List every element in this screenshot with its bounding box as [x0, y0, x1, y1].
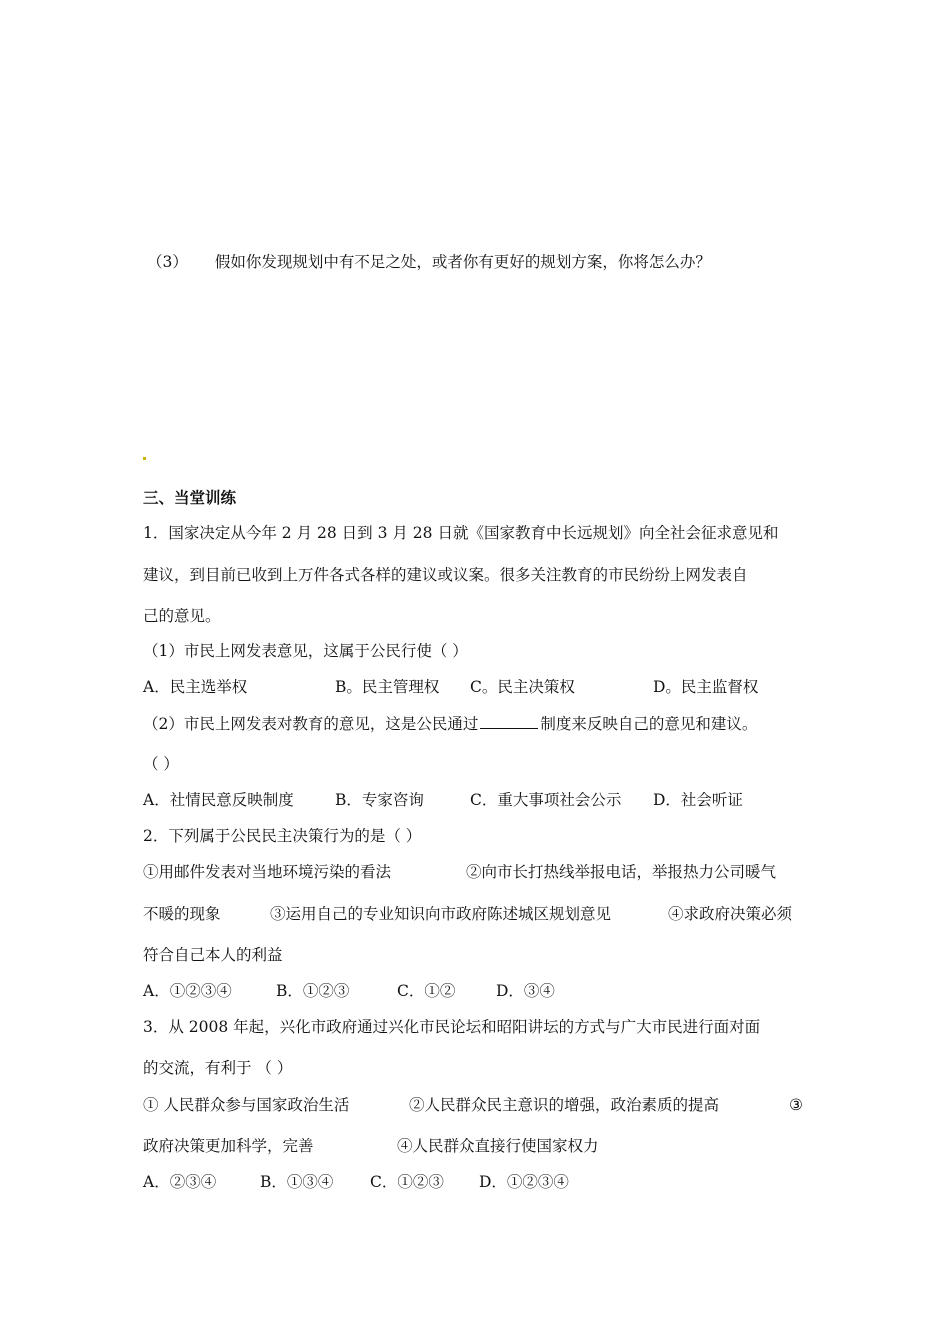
- stray-dot: [143, 457, 146, 460]
- q3-line-2-part-1: 政府决策更加科学，完善: [143, 1137, 314, 1155]
- q1-sub2-text-before: （2）市民上网发表对教育的意见，这是公民通过: [143, 715, 479, 733]
- q1-sub2-text: [143, 714, 757, 734]
- q2-line-3: 符合自己本人的利益: [143, 946, 283, 964]
- q1-sub1-option-c: C。民主决策权: [470, 678, 575, 696]
- q3-line-1-part-3: ③: [789, 1096, 803, 1114]
- q1-sub1-option-b: B。民主管理权: [335, 678, 440, 696]
- q3-line-1-part-2: ②人民群众民主意识的增强，政治素质的提高: [409, 1096, 720, 1114]
- q1-sub2-option-a: A．社情民意反映制度: [143, 791, 294, 809]
- q3-line-2-part-2: ④人民群众直接行使国家权力: [397, 1137, 599, 1155]
- question-3-prompt: [147, 252, 711, 272]
- q3-line-1-part-1: ① 人民群众参与国家政治生活: [143, 1096, 350, 1114]
- q1-sub1-option-d: D。民主监督权: [653, 678, 759, 696]
- q2-line-2-part-3: ④求政府决策必须: [668, 905, 793, 923]
- q1-sub1-text: （1）市民上网发表意见，这属于公民行使（ ）: [143, 642, 468, 660]
- q2-line-1-part-1: ①用邮件发表对当地环境污染的看法: [143, 863, 392, 881]
- q2-stem: 2．下列属于公民民主决策行为的是（ ）: [143, 827, 422, 845]
- q1-sub2-text-after: 制度来反映自己的意见和建议。: [540, 715, 758, 733]
- q1-sub2-option-c: C．重大事项社会公示: [470, 791, 622, 809]
- q1-sub2-bracket: （ ）: [143, 755, 179, 773]
- q2-line-2-part-2: ③运用自己的专业知识向市政府陈述城区规划意见: [270, 905, 612, 923]
- question-3-number: （3）: [147, 253, 188, 271]
- q1-sub2-option-b: B．专家咨询: [335, 791, 424, 809]
- section-title: 三、当堂训练: [143, 488, 237, 507]
- q1-stem-line-2: 建议，到目前已收到上万件各式各样的建议或议案。很多关注教育的市民纷纷上网发表自: [143, 566, 748, 584]
- q1-stem-line-1: 1．国家决定从今年 2 月 28 日到 3 月 28 日就《国家教育中长远规划》向全社会征求意见和: [143, 524, 779, 542]
- q1-sub2-option-d: D．社会听证: [653, 791, 743, 809]
- q2-option-d: D．③④: [496, 982, 555, 1000]
- q2-option-a: A．①②③④: [143, 982, 232, 1000]
- q3-stem-line-1: 3．从 2008 年起，兴化市政府通过兴化市民论坛和昭阳讲坛的方式与广大市民进行面对面: [143, 1018, 761, 1036]
- q3-option-c: C．①②③: [370, 1173, 444, 1191]
- q2-option-c: C．①②: [397, 982, 456, 1000]
- question-3-text: 假如你发现规划中有不足之处，或者你有更好的规划方案，你将怎么办？: [214, 253, 711, 271]
- q3-option-d: D．①②③④: [479, 1173, 569, 1191]
- q2-option-b: B．①②③: [276, 982, 350, 1000]
- q1-sub2-blank: [480, 714, 538, 729]
- q3-stem-line-2: 的交流，有利于 （ ）: [143, 1059, 293, 1077]
- q1-stem-line-3: 己的意见。: [143, 607, 221, 625]
- q1-sub1-option-a: A．民主选举权: [143, 678, 248, 696]
- q3-option-a: A．②③④: [143, 1173, 217, 1191]
- q3-option-b: B．①③④: [260, 1173, 334, 1191]
- q2-line-2-part-1: 不暖的现象: [143, 905, 221, 923]
- q2-line-1-part-2: ②向市长打热线举报电话，举报热力公司暖气: [466, 863, 777, 881]
